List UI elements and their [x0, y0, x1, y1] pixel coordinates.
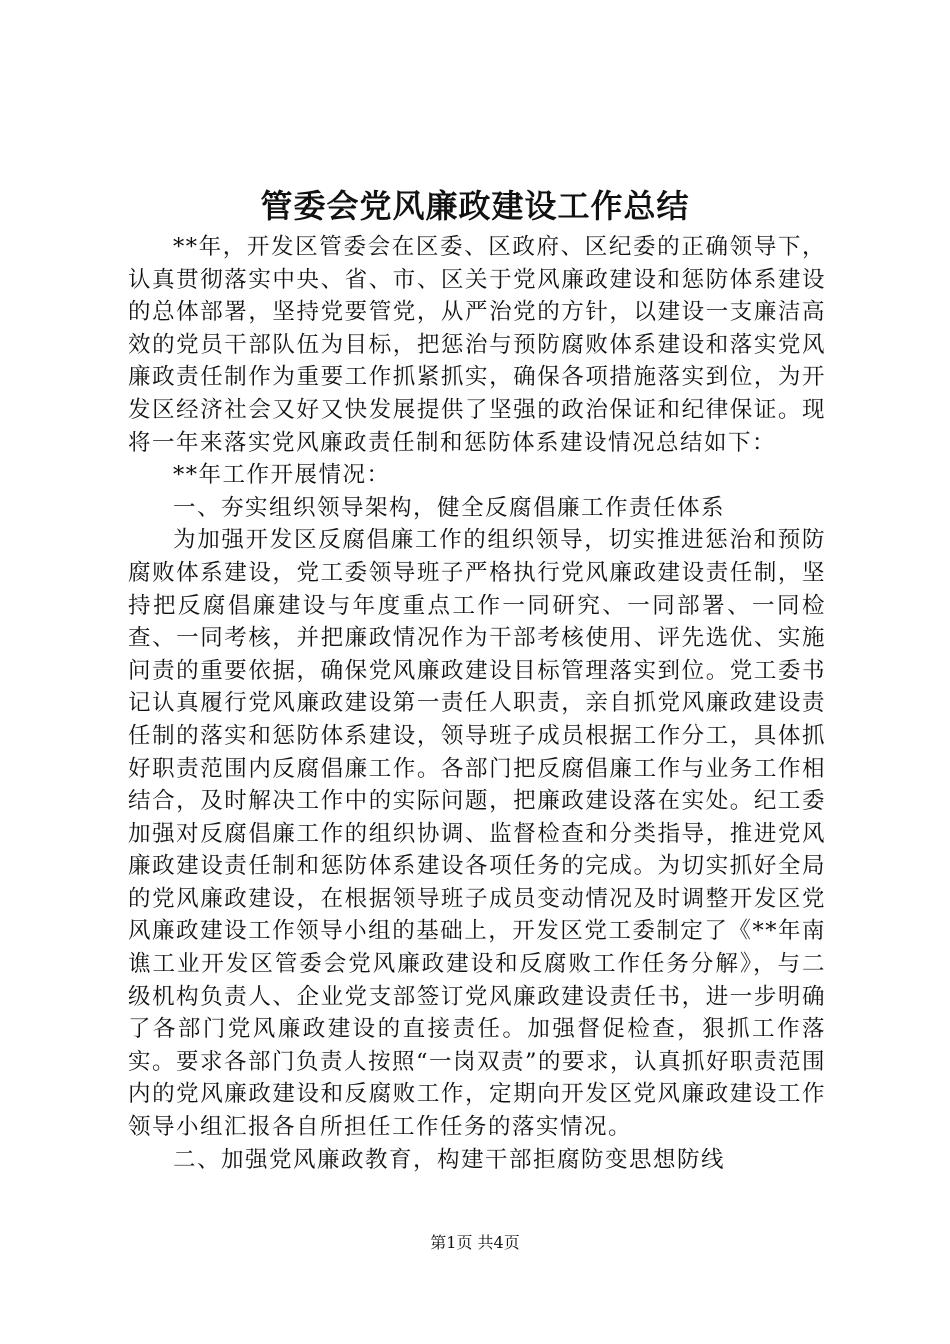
document-body — [128, 231, 826, 1176]
paragraph-intro: **年，开发区管委会在区委、区政府、区纪委的正确领导下，认真贯彻落实中央、省、市、区关于党风廉政建设和惩防体系建设的总体部署，坚持党要管党，从严治党的方针，以建设一支廉洁高效的党员干部队伍为目标，把惩治与预防腐败体系建设和落实党风廉政责任制作为重要工作抓紧抓实，确保各项措施落实到位，为开发区经济社会又好又快发展提供了坚强的政治保证和纪律保证。现将一年来落实党风廉政责任制和惩防体系建设情况总结如下： — [128, 234, 826, 456]
paragraph-section-1: 为加强开发区反腐倡廉工作的组织领导，切实推进惩治和预防腐败体系建设，党工委领导班子严格执行党风廉政建设责任制，坚持把反腐倡廉建设与年度重点工作一同研究、一同部署、一同检查、一同考核，并把廉政情况作为干部考核使用、评先选优、实施问责的重要依据，确保党风廉政建设目标管理落实到位。党工委书记认真履行党风廉政建设第一责任人职责，亲自抓党风廉政建设责任制的落实和惩防体系建设，领导班子成员根据工作分工，具体抓好职责范围内反腐倡廉工作。各部门把反腐倡廉工作与业务工作相结合，及时解决工作中的实际问题，把廉政建设落在实处。纪工委加强对反腐倡廉工作的组织协调、监督检查和分类指导，推进党风廉政建设责任制和惩防体系建设各项任务的完成。为切实抓好全局的党风廉政建设，在根据领导班子成员变动情况及时调整开发区党风廉政建设工作领导小组的基础上，开发区党工委制定了《**年南谯工业开发区管委会党风廉政建设和反腐败工作任务分解》，与二级机构负责人、企业党支部签订党风廉政建设责任书，进一步明确了各部门党风廉政建设的直接责任。加强督促检查，狠抓工作落实。要求各部门负责人按照“一岗双责”的要求，认真抓好职责范围内的党风廉政建设和反腐败工作，定期向开发区党风廉政建设工作领导小组汇报各自所担任工作任务的落实情况。 — [128, 527, 827, 1141]
paragraph-work-heading: **年工作开展情况： — [173, 462, 391, 489]
page-number-footer: 第1页 共4页 — [430, 1233, 520, 1252]
section-heading-1: 一、夯实组织领导架构，健全反腐倡廉工作责任体系 — [173, 494, 726, 521]
document-title: 管委会党风廉政建设工作总结 — [260, 187, 690, 225]
section-heading-2: 二、加强党风廉政教育，构建干部拒腐防变思想防线 — [173, 1146, 726, 1173]
